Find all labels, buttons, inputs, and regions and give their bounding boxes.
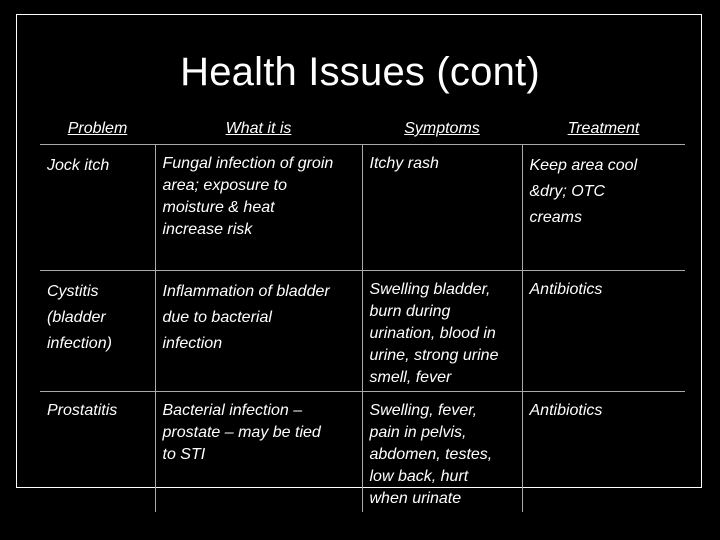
cell-problem	[40, 145, 155, 271]
problem-text: Jock itch	[47, 157, 110, 174]
cell-problem	[40, 392, 155, 513]
what-it-is-text: Bacterial infection – prostate – may be tied to STI	[162, 402, 321, 463]
problem-text: Cystitis (bladder infection)	[47, 283, 112, 352]
what-it-is-text: Fungal infection of groin area; exposure to moisture & heat increase risk	[162, 155, 334, 238]
cell-what-it-is	[155, 392, 362, 513]
slide-title: Health Issues (cont)	[180, 50, 540, 94]
cell-treatment	[522, 145, 685, 271]
problem-text: Prostatitis	[47, 402, 118, 419]
symptoms-text: Swelling, fever, pain in pelvis, abdomen, testes, low back, hurt when urinate	[369, 402, 493, 507]
header-problem: Problem	[40, 114, 155, 145]
symptoms-text: Swelling bladder, burn during urination, blood in urine, strong urine smell, fever	[369, 281, 499, 386]
treatment-text: Keep area cool &dry; OTC creams	[529, 157, 638, 226]
cell-symptoms	[362, 392, 522, 513]
cell-symptoms	[362, 271, 522, 392]
treatment-text: Antibiotics	[529, 281, 603, 298]
header-symptoms: Symptoms	[362, 114, 522, 145]
cell-what-it-is	[155, 145, 362, 271]
header-what-it-is: What it is	[155, 114, 362, 145]
symptoms-text: Itchy rash	[369, 155, 439, 172]
cell-symptoms	[362, 145, 522, 271]
cell-problem	[40, 271, 155, 392]
cell-what-it-is	[155, 271, 362, 392]
table-row	[40, 392, 685, 513]
treatment-text: Antibiotics	[529, 402, 603, 419]
table-row	[40, 271, 685, 392]
header-treatment: Treatment	[522, 114, 685, 145]
cell-treatment	[522, 271, 685, 392]
what-it-is-text: Inflammation of bladder due to bacterial infection	[162, 283, 330, 352]
table-header-row	[40, 114, 685, 145]
table-row	[40, 145, 685, 271]
health-issues-table	[40, 114, 685, 512]
cell-treatment	[522, 392, 685, 513]
